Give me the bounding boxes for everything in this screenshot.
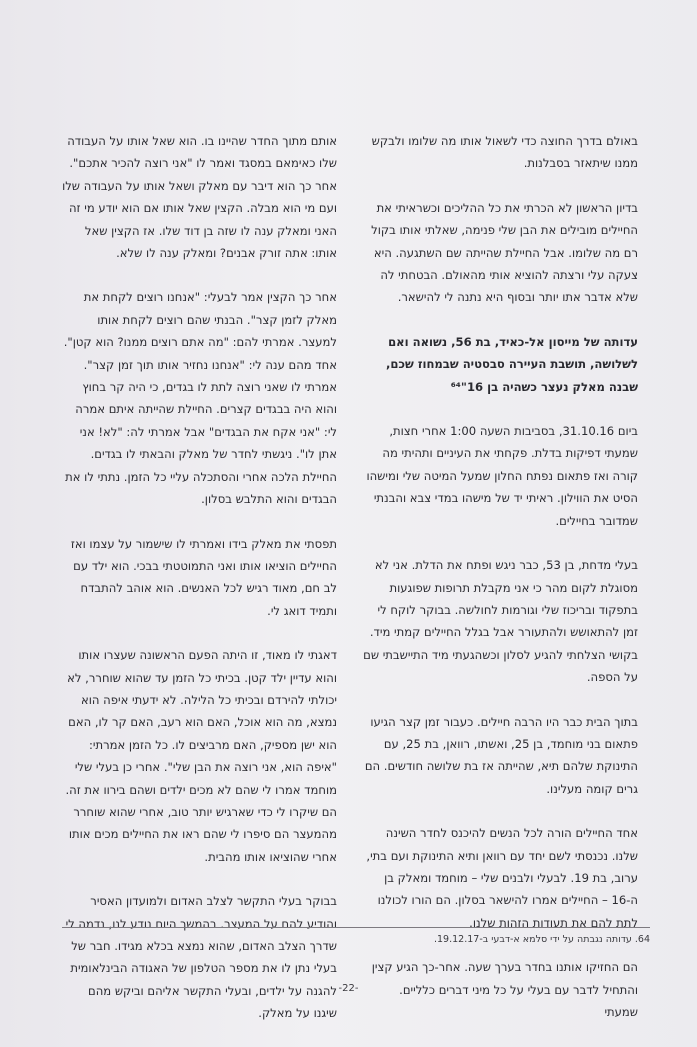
left-column [62, 130, 337, 1047]
footnote: 64. עדותה נגבתה על ידי סלמא א-דבעי ב-19.12.17. [433, 934, 650, 945]
page-number: -22- [338, 983, 359, 994]
right-paragraph-7: אחד החיילים הורה לכל הנשים להיכנס לחדר השינה שלנו. נכנסתי לשם יחד עם רוואן ותיא התינוקת ועם בתי, ערוב, בת 19. לבעלי ולבנים שלי – מוחמד ומאלק בן ה-16 – החיילים אמרו להישאר בסלון. הם הורו לכולנו לתת להם את תעודות הזהות שלנו. [366, 826, 638, 930]
right-paragraph-4: ביום 31.10.16, בסביבות השעה 1:00 אחרי חצות, שמעתי דפיקות בדלת. פקחתי את העיניים ותהיתי מה קורה ואז פתאום נפתח החלון שמעל המיטה שלי ומישהו הסיט את הווילון. ראיתי יד של מישהו במדי צבא והבנתי שמדובר בחיילים. [366, 424, 638, 528]
right-column [363, 130, 638, 1045]
left-paragraph-5: בבוקר בעלי התקשר לצלב האדום ולמועדון האסיר והודיע להם על המעצר. בהמשך היום נודע לנו, נדמה לי שדרך הצלב האדום, שהוא נמצא בכלא מגידו. חבר של בעלי נתן לו את מספר הטלפון של האגודה הבינלאומית להגנה על ילדים, ובעלי התקשר אליהם וביקש מהם שיגנו על מאלק. [65, 894, 337, 1021]
footnote-divider [62, 927, 650, 928]
left-paragraph-3: תפסתי את מאלק בידו ואמרתי לו שישמור על עצמו ואז החיילים הוציאו אותו ואני התמוטטתי בבכי. הוא ילד עם לב חם, מאוד רגיש לכל האנשים. הוא אוהב להתבדח ותמיד דואג לי. [70, 536, 337, 618]
right-paragraph-1: באולם בדרך החוצה כדי לשאול אותו מה שלומו ולבקש ממנו שיתאזר בסבלנות. [371, 134, 638, 171]
right-paragraph-5: בעלי מדחת, בן 53, כבר ניגש ופתח את הדלת. אני לא מסוגלת לקום מהר כי אני מקבלת תרופות שפוגעות בתפקוד ובריכוז שלי וגורמות לחולשה. בבוקר לוקח לי זמן להתאושש ולהתעורר אבל בגלל החיילים קמתי מיד. בקושי הצלחתי להגיע לסלון וכשהגעתי מיד התיישבתי שם על הספה. [363, 558, 638, 685]
left-paragraph-2: אחר כך הקצין אמר לבעלי: "אנחנו רוצים לקחת את מאלק לזמן קצר". הבנתי שהם רוצים לקחת אותו למעצר. אמרתי להם: "מה אתם רוצים ממנו? הוא קטן". אחד מהם ענה לי: "אנחנו נחזיר אותו תוך זמן קצר". אמרתי לו שאני רוצה לתת לו בגדים, כי היה קר בחוץ והוא היה בבגדים קצרים. החיילת שהייתה איתם אמרה לי: "אני אקח את הבגדים" אבל אמרתי לה: "לא! אני אתן לו". ניגשתי לחדר של מאלק והבאתי לו בגדים. החיילת הלכה אחרי והסתכלה עליי כל הזמן. נתתי לו את הבגדים והוא התלבש בסלון. [63, 290, 337, 507]
right-paragraph-8: הם החזיקו אותנו בחדר בערך שעה. אחר-כך הגיע קצין והתחיל לדבר עם בעלי על כל מיני דברים כלליים. שמעתי [371, 960, 638, 1019]
left-paragraph-1: אותם מתוך החדר שהיינו בו. הוא שאל אותו על העבודה שלו כאימאם במסגד ואמר לו "אני רוצה להכיר אתכם". אחר כך הוא דיבר עם מאלק ושאל אותו על העבודה שלו ועם מי הוא מבלה. הקצין שאל אותו אם הוא יודע מי זה האני ומאלק ענה לו שזה בן דוד שלו. אז הקצין שאל אותו: אתה זורק אבנים? ומאלק ענה לו שלא. [62, 134, 337, 261]
left-paragraph-4: דאגתי לו מאוד, זו היתה הפעם הראשונה שעצרו אותו והוא עדיין ילד קטן. בכיתי כל הזמן עד שהוא שוחרר, לא יכולתי להירדם ובכיתי כל הלילה. לא ידעתי איפה הוא נמצא, מה הוא אוכל, האם הוא רעב, האם קר לו, האם הוא ישן מספיק, האם מרביצים לו. כל הזמן אמרתי: "איפה הוא, אני רוצה את הבן שלי". אחרי כן בעלי שלי מוחמד אמרו לי שהם לא מכים ילדים ושהם בירוו את זה. הם שיקרו לי כדי שארגיש יותר טוב, אחרי שהוא שוחרר מהמעצר הם סיפרו לי שהם ראו את החיילים מכים אותו אחרי שהוציאו אותו מהבית. [65, 648, 337, 864]
right-paragraph-2: בדיון הראשון לא הכרתי את כל ההליכים וכשראיתי את החיילים מובילים את הבן שלי פנימה, שאלתי אותו בקול רם מה שלומו. אבל החיילת שהייתה שם השתגעה. היא צעקה עלי ורצתה להוציא אותי מהאולם. הבטחתי לה שלא אדבר אתו יותר ובסוף היא נתנה לי להישאר. [371, 200, 638, 305]
testimony-heading: עדותה של מייסון אל-כאיד, בת 56, נשואה ואם לשלושה, תושבת העיירה סבסטיה שבמחוז שכם, שבנה מאלק נעצר כשהיה בן 16"⁶⁴ [385, 334, 638, 394]
right-paragraph-6: בתוך הבית כבר היו הרבה חיילים. כעבור זמן קצר הגיעו פתאום בני מוחמד, בן 25, ואשתו, רוואן, בת 25, עם התינוקת שלהם תיא, שהייתה אז בת שלושה חודשים. הם גרים קומה מעלינו. [364, 714, 638, 796]
